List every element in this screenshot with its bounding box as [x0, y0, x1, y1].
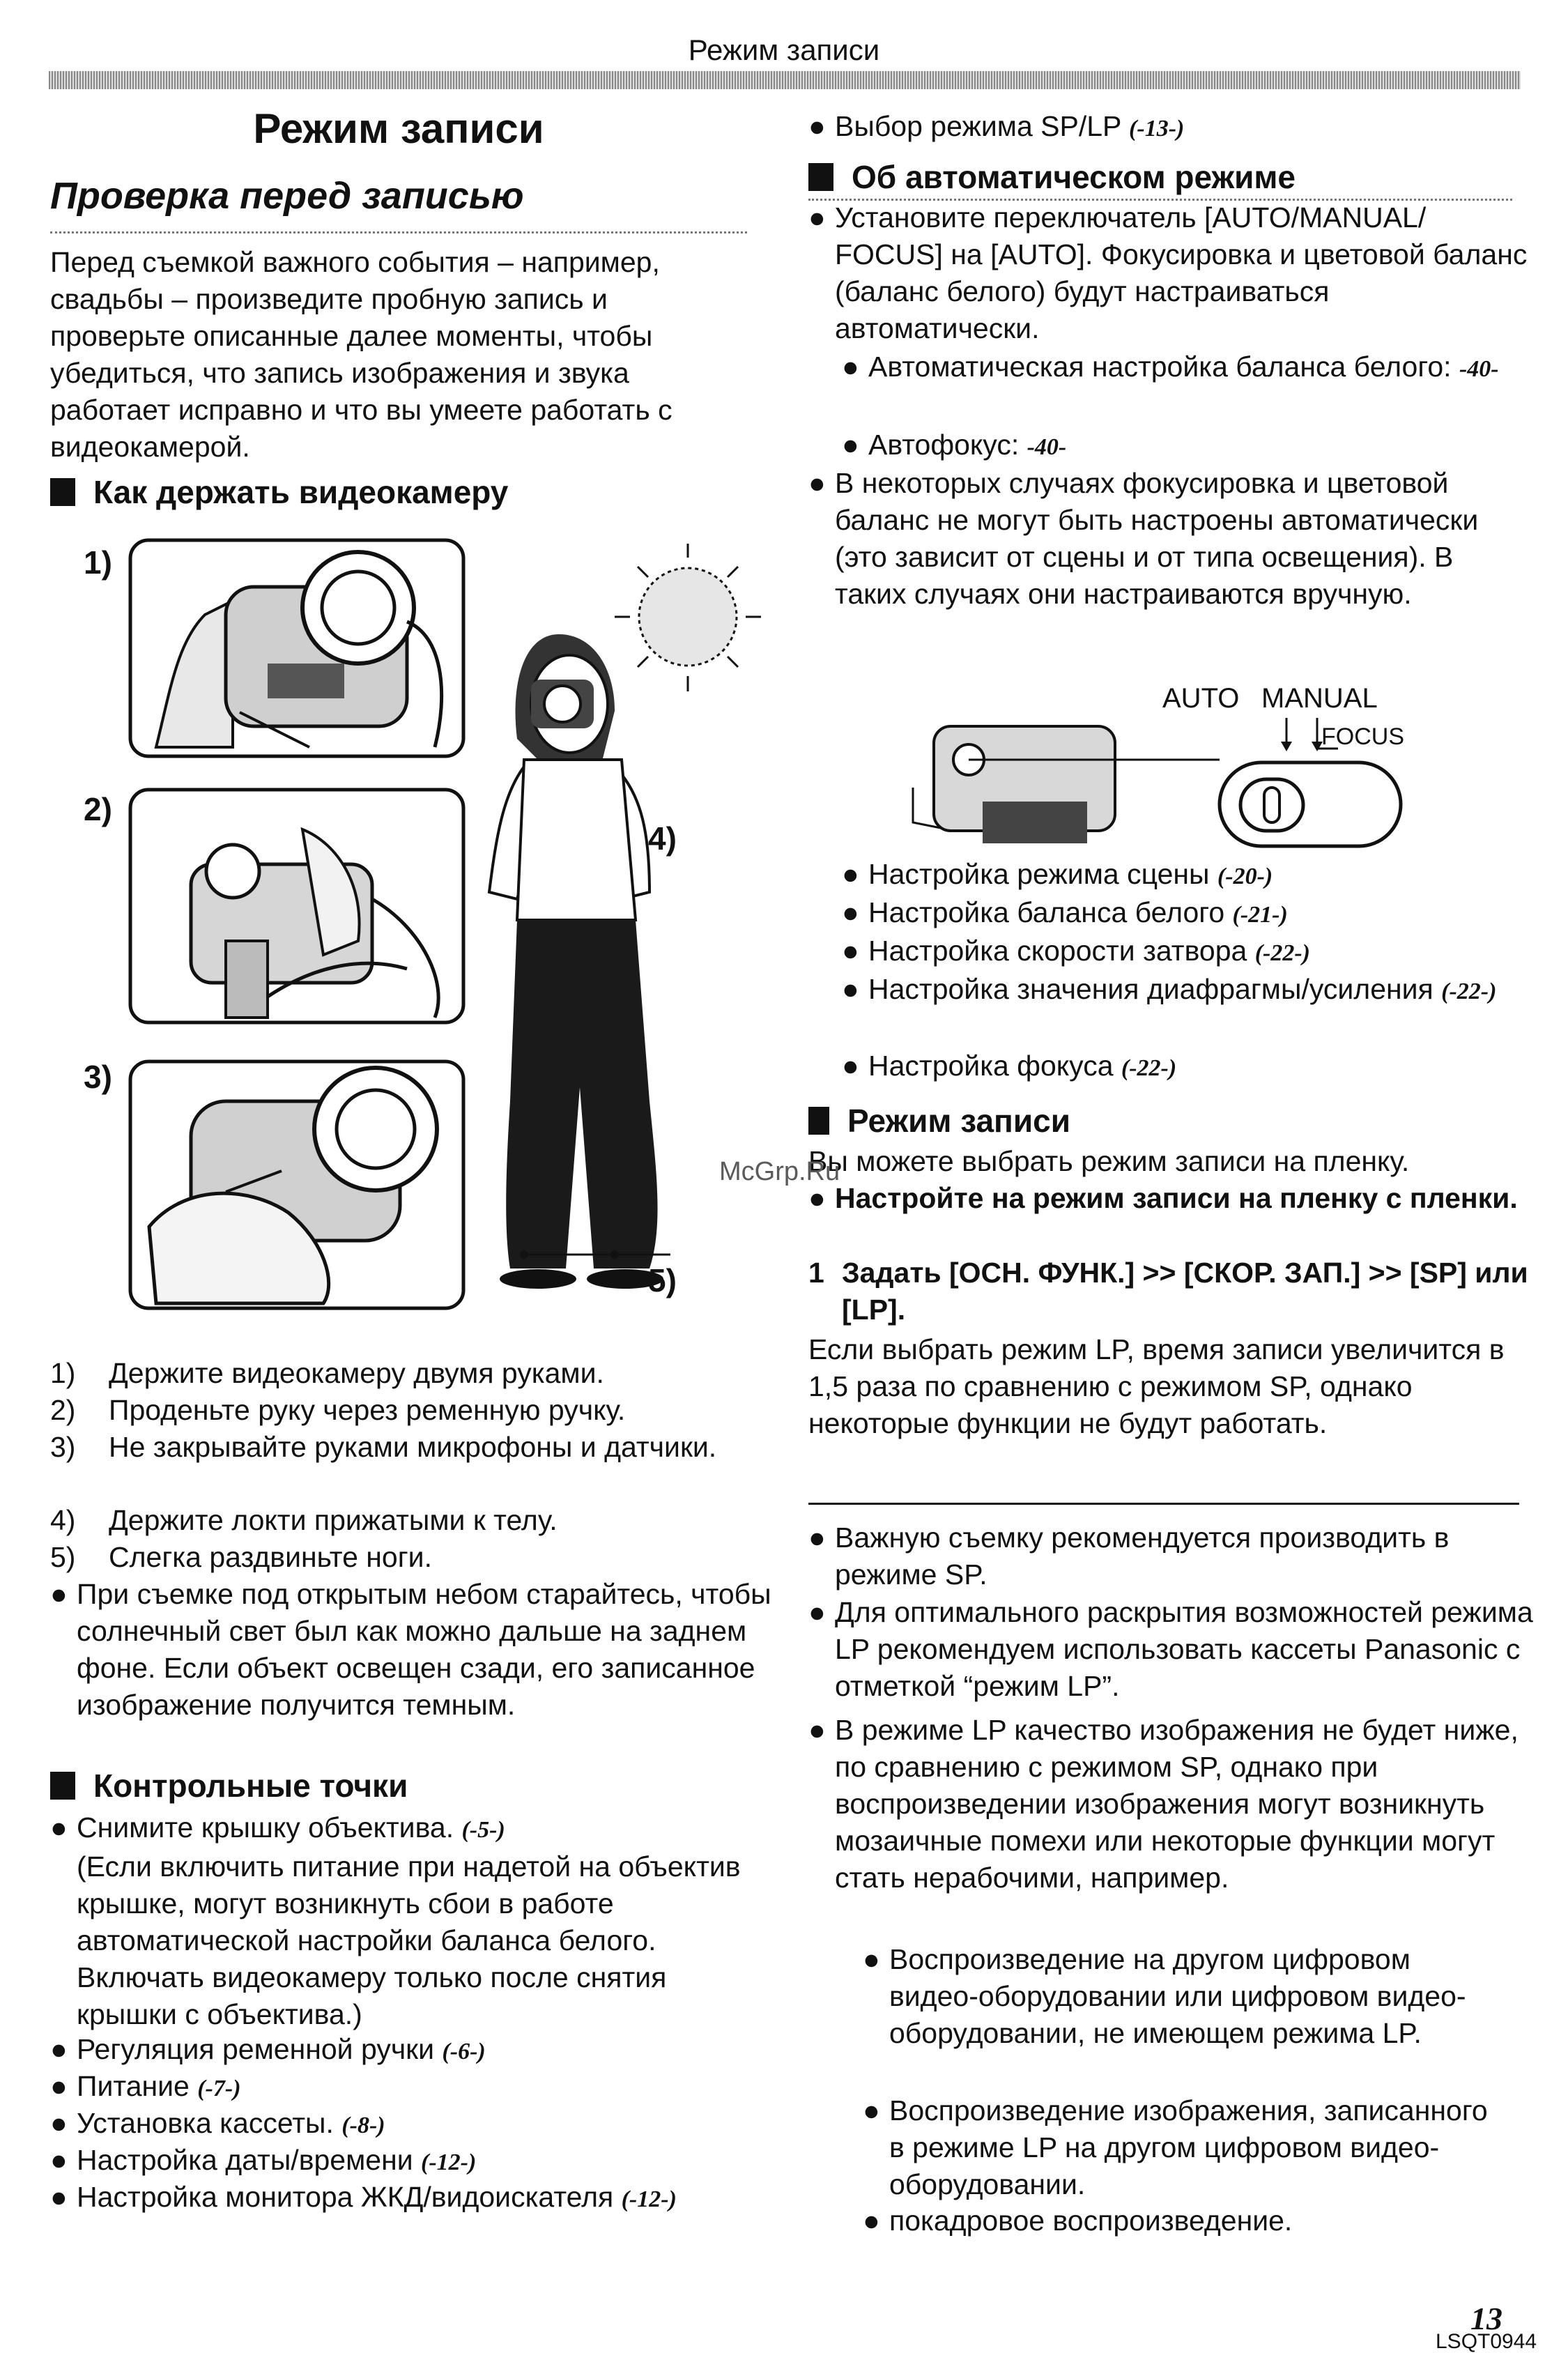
page-title: Режим записи: [253, 105, 544, 152]
switch-label-manual: MANUAL: [1261, 683, 1378, 714]
camera-grip-illustration-1: [128, 538, 466, 758]
switch-label-auto: AUTO: [1162, 683, 1240, 714]
auto-text: ● Установите переключатель [AUTO/MANUAL/ FOCUS] на [AUTO]. Фокусировка и цветовой баланс (баланс белого) будут настраиваться автоматически.: [808, 201, 1528, 344]
fig-label-1: 1): [84, 544, 112, 581]
auto-manual-switch-diagram: [899, 718, 1415, 857]
fig-label-4: 4): [648, 820, 677, 857]
section-divider: [50, 231, 747, 233]
section-title: Проверка перед записью: [50, 175, 524, 217]
watermark: McGrp.Ru: [719, 1157, 840, 1186]
fig-label-2: 2): [84, 791, 112, 827]
mode-intro: Вы можете выбрать режим записи на пленку.: [808, 1145, 1410, 1177]
switch-label-focus: FOCUS: [1321, 723, 1404, 750]
auto-heading: [808, 158, 1296, 197]
camera-grip-illustration-2: [128, 788, 466, 1025]
check-item-lcd: ● Настройка монитора ЖКД/видоискателя (-12-): [50, 2181, 677, 2213]
header-band: [49, 71, 1521, 89]
check-heading: [50, 1766, 408, 1805]
hold-step-1: 1) Держите видеокамеру двумя руками.: [50, 1357, 604, 1389]
woman-filming-illustration: [440, 530, 768, 1324]
fig-label-3: 3): [84, 1059, 112, 1095]
mode-explain: Если выбрать режим LP, время записи увеличится в 1,5 раза по сравнению с режимом SP, однако некоторые функции не будут работать.: [808, 1333, 1505, 1439]
hold-heading-text: Как держать видеокамеру: [93, 474, 509, 510]
page-number: 13: [1470, 2301, 1502, 2336]
mode-heading: [808, 1101, 1070, 1140]
fig-label-5: 5): [648, 1262, 677, 1298]
manual-item-shutter: ● Настройка скорости затвора (-22-): [842, 935, 1310, 967]
heading-square-icon: [808, 163, 833, 191]
auto-sub-af: ● Автофокус: -40-: [842, 429, 1067, 461]
note-sp-recommended: ● Важную съемку рекомендуется производить в режиме SP.: [808, 1522, 1450, 1591]
note-lp-quality: ● В режиме LP качество изображения не будет ниже, по сравнению с режимом SP, однако при воспроизведении изображения могут возникнуть мозаичные помехи или некоторые функции могут стать нерабочими, например.: [808, 1714, 1519, 1894]
note-panasonic-cassettes: ● Для оптимального раскрытия возможностей режима LP рекомендуем использовать кассеты Panasonic с отметкой “режим LP”.: [808, 1596, 1533, 1702]
hold-step-5: 5) Слегка раздвиньте ноги.: [50, 1541, 432, 1573]
subnote-lp-playback: ● Воспроизведение изображения, записанного в режиме LP на другом цифровом видео-оборудовании.: [863, 2094, 1488, 2200]
mode-bullet: ● Настройте на режим записи на пленку с пленки.: [808, 1182, 1518, 1214]
manual-item-focus: ● Настройка фокуса (-22-): [842, 1050, 1177, 1082]
heading-square-icon: [50, 478, 75, 506]
auto-note: ● В некоторых случаях фокусировка и цветовой баланс не могут быть настроены автоматически (это зависит от сцены и от типа освещения). В таких случаях они настраиваются вручную.: [808, 467, 1479, 610]
running-header: Режим записи: [688, 33, 880, 66]
heading-square-icon: [808, 1107, 829, 1135]
sp-lp-item: ● Выбор режима SP/LP (-13-): [808, 110, 1185, 142]
intro-paragraph: Перед съемкой важного события – например, свадьбы – произведите пробную запись и проверьте описанные далее моменты, чтобы убедиться, что запись изображения и звука работает исправно и что вы умеете работать с видеокамерой.: [50, 246, 672, 463]
check-item-power: ● Питание (-7-): [50, 2070, 241, 2102]
subnote-frame-by-frame: ● покадровое воспроизведение.: [863, 2205, 1293, 2237]
mode-step-1: 1 Задать [ОСН. ФУНК.] >> [СКОР. ЗАП.] >> [SP] или [LP].: [808, 1257, 1528, 1326]
hold-step-3: 3) Не закрывайте руками микрофоны и датчики.: [50, 1431, 717, 1463]
hold-heading: [50, 473, 508, 512]
auto-sub-wb: ● Автоматическая настройка баланса белого: -40-: [842, 351, 1499, 383]
check-item-lens-cap: ● Снимите крышку объектива. (-5-) (Если включить питание при надетой на объектив крышке, могут возникнуть сбои в работе автоматической настройки баланса белого. Включать видеокамеру только после снятия крышки с объектива.): [50, 1811, 741, 2030]
auto-heading-text: Об автоматическом режиме: [852, 159, 1296, 195]
check-item-grip-belt: ● Регуляция ременной ручки (-6-): [50, 2033, 486, 2065]
heading-square-icon: [50, 1772, 75, 1800]
subnote-other-equipment: ● Воспроизведение на другом цифровом видео-оборудовании или цифровом видео-оборудовании, не имеющем режима LP.: [863, 1943, 1466, 2049]
check-item-datetime: ● Настройка даты/времени (-12-): [50, 2144, 477, 2176]
notes-divider: [808, 1503, 1519, 1505]
mode-heading-text: Режим записи: [847, 1103, 1070, 1139]
check-heading-text: Контрольные точки: [93, 1768, 408, 1804]
hold-step-2: 2) Проденьте руку через ременную ручку.: [50, 1394, 626, 1426]
document-code: LSQT0944: [1436, 2330, 1537, 2353]
manual-item-iris: ● Настройка значения диафрагмы/усиления (-22-): [842, 973, 1497, 1005]
camera-grip-illustration-3: [128, 1059, 466, 1310]
hold-step-4: 4) Держите локти прижатыми к телу.: [50, 1504, 558, 1536]
sun-note: ● При съемке под открытым небом старайтесь, чтобы солнечный свет был как можно дальше на заднем фоне. Если объект освещен сзади, его записанное изображение получится темным.: [50, 1578, 771, 1721]
manual-item-scene: ● Настройка режима сцены (-20-): [842, 858, 1273, 890]
manual-item-wb: ● Настройка баланса белого (-21-): [842, 896, 1288, 928]
check-item-cassette: ● Установка кассеты. (-8-): [50, 2107, 385, 2139]
